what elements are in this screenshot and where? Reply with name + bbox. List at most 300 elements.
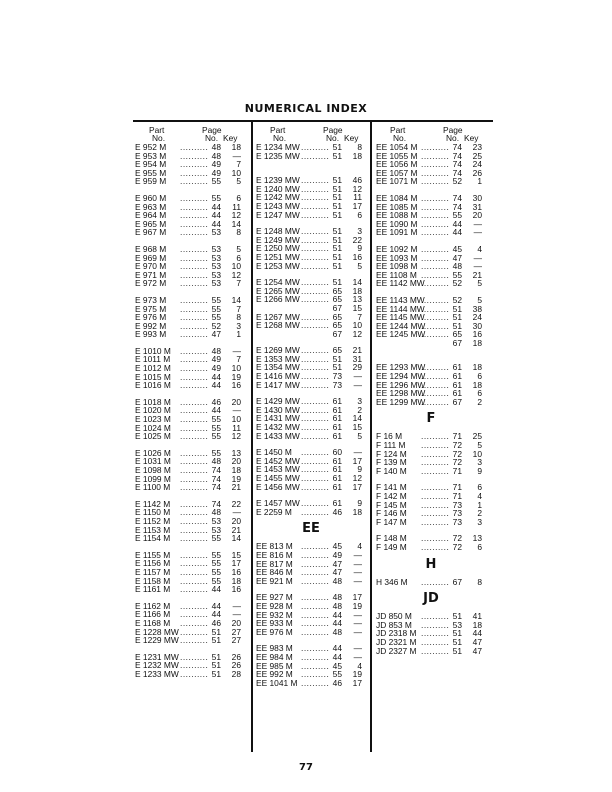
page-number-cell: 53 [211, 252, 221, 263]
key-number-cell: 7 [357, 311, 362, 322]
part-number: EE 928 M [256, 600, 293, 611]
page-number-cell: 46 [211, 617, 221, 628]
leader-dots: .......... [180, 626, 209, 637]
page-number-cell: 55 [211, 431, 221, 442]
page-number-cell: 74 [211, 473, 221, 484]
leader-dots: .......... [180, 533, 209, 544]
page-number-cell: 55 [211, 176, 221, 187]
page-number-cell: 46 [332, 506, 342, 517]
page-number-cell: 55 [211, 414, 221, 425]
key-number-cell: 7 [236, 303, 241, 314]
page-number-cell: 48 [211, 507, 221, 518]
leader-dots: .......... [180, 465, 209, 475]
leader-dots: .......... [301, 549, 330, 560]
key-number-cell: 2 [477, 508, 482, 519]
header-page: Page [443, 125, 463, 135]
page-number-cell: 51 [452, 628, 462, 639]
leader-dots: .......... [180, 312, 209, 323]
page-number-cell: 53 [211, 269, 221, 280]
leader-dots: .......... [301, 541, 330, 552]
key-number-cell: 3 [236, 320, 241, 331]
page-number-cell: 65 [332, 285, 342, 296]
page-number-cell: 55 [211, 192, 221, 203]
key-number-cell: 5 [477, 294, 482, 305]
key-number-cell: 18 [231, 142, 241, 152]
part-number: E 1158 M [135, 575, 171, 586]
page-number-cell: 46 [211, 396, 221, 407]
part-number: EE 927 M [256, 592, 293, 603]
leader-dots: .......... [180, 176, 209, 187]
leader-dots: .......... [301, 277, 330, 288]
leader-dots: .......... [421, 482, 450, 493]
leader-dots: .......... [301, 592, 330, 603]
page-number-cell: 61 [332, 430, 342, 441]
key-number-cell: 38 [472, 303, 482, 314]
part-number: E 1455 MW [256, 473, 300, 483]
page-number-cell: 55 [452, 210, 462, 221]
key-number-cell: 9 [357, 498, 362, 509]
leader-dots: .......... [180, 320, 209, 331]
leader-dots: .......... [301, 353, 330, 364]
part-number: E 2259 M [256, 506, 292, 517]
section-heading: F [426, 411, 436, 427]
leader-dots: .......... [421, 379, 450, 390]
page-number-cell: 48 [211, 456, 221, 467]
leader-dots: .......... [421, 167, 450, 178]
leader-dots: .......... [301, 234, 330, 245]
key-number-cell: — [353, 575, 362, 586]
key-number-cell: 24 [472, 312, 482, 323]
part-number: EE 1145 MW [376, 312, 425, 323]
leader-dots: .......... [180, 345, 209, 356]
part-number: EE 1108 M [376, 269, 417, 280]
key-number-cell: 16 [231, 584, 241, 595]
page-number-cell: 72 [452, 533, 462, 544]
page-number-cell: 48 [332, 575, 342, 586]
part-number: EE 1090 M [376, 218, 418, 229]
page-number-cell: 67 [452, 337, 462, 348]
key-number-cell: 1 [477, 499, 482, 510]
page-number-cell: 67 [332, 302, 342, 313]
key-number-cell: 14 [352, 277, 362, 288]
page-number-cell: 60 [332, 447, 342, 458]
index-row [376, 518, 492, 527]
part-number: E 1233 MW [135, 668, 179, 679]
part-number: E 1228 MW [135, 626, 179, 637]
index-row [135, 432, 251, 441]
index-column-1 [135, 126, 251, 678]
leader-dots: .......... [421, 576, 450, 587]
part-number: EE 1142 MW [376, 278, 425, 289]
key-number-cell: 13 [472, 533, 482, 544]
part-number: E 1156 M [135, 558, 171, 569]
leader-dots: .......... [421, 150, 450, 161]
part-number: EE 1143 MW [376, 294, 425, 305]
row-gap [256, 160, 372, 168]
part-number: EE 1055 M [376, 150, 418, 161]
page-number-cell: 51 [211, 635, 221, 646]
key-number-cell: 8 [357, 142, 362, 152]
key-number-cell: 15 [352, 302, 362, 313]
leader-dots: .......... [421, 227, 450, 238]
page-number-cell: 71 [452, 482, 462, 493]
leader-dots: .......... [301, 311, 330, 322]
page-number-cell: 44 [452, 218, 462, 229]
part-number: JD 853 M [376, 619, 412, 630]
leader-dots: .......... [421, 278, 450, 289]
part-number: E 1239 MW [256, 175, 300, 186]
key-number-cell: 17 [352, 677, 362, 688]
part-number: F 111 M [376, 440, 406, 451]
part-number: JD 2327 M [376, 645, 417, 656]
key-number-cell: 6 [236, 252, 241, 263]
page-number-cell: 61 [332, 404, 342, 415]
leader-dots: .......... [301, 150, 330, 161]
part-number: E 1267 MW [256, 311, 300, 322]
key-number-cell: 16 [352, 251, 362, 262]
page-number-cell: 51 [452, 636, 462, 647]
page-number-cell: 71 [452, 431, 462, 442]
key-number-cell: 3 [477, 457, 482, 468]
leader-dots: .......... [180, 558, 209, 569]
header-page-no: No. [326, 133, 340, 143]
leader-dots: .......... [421, 142, 450, 152]
key-number-cell: 19 [231, 371, 241, 382]
part-number: E 1229 MW [135, 635, 179, 646]
key-number-cell: 4 [357, 541, 362, 552]
key-number-cell: 3 [357, 396, 362, 407]
leader-dots: .......... [180, 431, 209, 442]
index-row [376, 578, 492, 587]
page-number-cell: 55 [211, 447, 221, 458]
page-number-cell: 74 [452, 167, 462, 178]
leader-dots: .......... [301, 285, 330, 296]
part-number: EE 985 M [256, 660, 293, 671]
key-number-cell: 14 [352, 413, 362, 424]
page-number-cell: 55 [211, 549, 221, 560]
part-number: EE 1296 MW [376, 379, 426, 390]
leader-dots: .......... [421, 440, 450, 451]
index-row [135, 330, 251, 339]
page-number-cell: 51 [452, 303, 462, 314]
key-number-cell: 19 [231, 473, 241, 484]
part-number: E 1250 MW [256, 243, 300, 254]
key-number-cell: 8 [477, 576, 482, 587]
page-number-cell: 65 [332, 345, 342, 356]
column-header [376, 126, 492, 143]
part-number: E 1254 MW [256, 277, 300, 288]
leader-dots: .......... [180, 396, 209, 407]
page-number-cell: 52 [452, 294, 462, 305]
key-number-cell: 8 [236, 227, 241, 238]
part-number: EE 1056 M [376, 159, 418, 170]
part-number: EE 1057 M [376, 167, 418, 178]
page-number-cell: 44 [211, 405, 221, 416]
leader-dots: .......... [180, 294, 209, 305]
leader-dots: .......... [421, 491, 450, 501]
part-number: JD 2318 M [376, 628, 417, 639]
key-number-cell: 7 [236, 159, 241, 170]
key-number-cell: — [232, 507, 241, 518]
part-number: E 1416 MW [256, 371, 300, 382]
row-gap [376, 347, 492, 355]
key-number-cell: 16 [231, 566, 241, 577]
key-number-cell: 18 [231, 465, 241, 475]
leader-dots: .......... [421, 508, 450, 519]
key-number-cell: 18 [472, 379, 482, 390]
page-number-cell: 44 [332, 618, 342, 629]
leader-dots: .......... [180, 660, 209, 671]
key-number-cell: 5 [477, 278, 482, 289]
part-number: F 149 M [376, 541, 407, 552]
index-row [256, 508, 372, 517]
part-number: E 952 M [135, 142, 167, 152]
key-number-cell: 18 [472, 362, 482, 373]
part-number: E 1011 M [135, 354, 171, 365]
page-number-cell: 51 [332, 183, 342, 194]
part-number: E 1432 MW [256, 422, 300, 433]
leader-dots: .......... [180, 498, 209, 509]
key-number-cell: 10 [352, 320, 362, 331]
leader-dots: .......... [301, 506, 330, 517]
page-number-cell: 52 [452, 176, 462, 187]
part-number: EE 1293 MW [376, 362, 426, 373]
key-number-cell: 9 [477, 465, 482, 476]
leader-dots: .......... [421, 261, 450, 272]
key-number-cell: 21 [472, 269, 482, 280]
key-number-cell: 28 [231, 668, 241, 679]
key-number-cell: 25 [472, 431, 482, 442]
key-number-cell: 10 [231, 414, 241, 425]
page-number-cell: 61 [452, 379, 462, 390]
leader-dots: .......... [180, 566, 209, 577]
page-number-cell: 51 [452, 645, 462, 656]
page-number-cell: 46 [332, 677, 342, 688]
key-number-cell: 18 [352, 506, 362, 517]
leader-dots: .......... [301, 294, 330, 305]
leader-dots: .......... [180, 635, 209, 646]
key-number-cell: 13 [231, 447, 241, 458]
leader-dots: .......... [301, 200, 330, 211]
part-number: E 973 M [135, 294, 167, 305]
key-number-cell: 2 [477, 396, 482, 407]
index-row [256, 381, 372, 390]
key-number-cell: 5 [357, 260, 362, 271]
part-number: EE 1041 M [256, 677, 298, 688]
part-number: EE 817 M [256, 558, 293, 569]
page-number-cell: 48 [452, 261, 462, 272]
key-number-cell: 10 [231, 167, 241, 178]
key-number-cell: 6 [477, 371, 482, 382]
leader-dots: .......... [421, 371, 450, 382]
page-number-cell: 48 [332, 626, 342, 637]
leader-dots: .......... [180, 354, 209, 365]
key-number-cell: 41 [472, 611, 482, 622]
part-number: EE 1299 MW [376, 396, 426, 407]
section-heading: JD [423, 591, 439, 607]
part-number: E 1231 MW [135, 651, 179, 662]
part-number: E 1161 M [135, 584, 171, 595]
index-row [135, 279, 251, 288]
part-number: E 1155 M [135, 549, 171, 560]
page-number-cell: 61 [332, 464, 342, 475]
leader-dots: .......... [301, 660, 330, 671]
index-column-3 [376, 126, 492, 655]
leader-dots: .......... [180, 210, 209, 221]
header-key: Key [344, 133, 359, 143]
leader-dots: .......... [180, 447, 209, 458]
part-number: EE 1085 M [376, 201, 418, 212]
key-number-cell: 4 [357, 660, 362, 671]
page-number-cell: 51 [332, 226, 342, 237]
header-page-no: No. [446, 133, 460, 143]
part-number: E 1429 MW [256, 396, 300, 407]
key-number-cell: 20 [472, 210, 482, 221]
part-number: EE 816 M [256, 549, 293, 560]
key-number-cell: — [353, 626, 362, 637]
part-number: F 148 M [376, 533, 407, 544]
page-number-cell: 48 [211, 345, 221, 356]
index-row [376, 177, 492, 186]
page-number-cell: 48 [211, 142, 221, 152]
part-number: F 124 M [376, 448, 407, 459]
header-key: Key [223, 133, 238, 143]
page-number-cell: 55 [211, 312, 221, 323]
key-number-cell: 4 [477, 243, 482, 254]
key-number-cell: 19 [352, 600, 362, 611]
page-number-cell: 51 [332, 200, 342, 211]
leader-dots: .......... [421, 201, 450, 212]
key-number-cell: — [353, 549, 362, 560]
part-number: E 1010 M [135, 345, 171, 356]
page-number-cell: 44 [332, 651, 342, 662]
header-page: Page [323, 125, 343, 135]
index-row [256, 152, 372, 161]
key-number-cell: — [353, 379, 362, 390]
key-number-cell: 21 [231, 524, 241, 535]
key-number-cell: 29 [352, 362, 362, 373]
part-number: E 1242 MW [256, 192, 300, 203]
part-number: E 1098 M [135, 465, 171, 475]
part-number: EE 813 M [256, 541, 293, 552]
part-number: E 965 M [135, 218, 167, 229]
key-number-cell: 20 [231, 456, 241, 467]
key-number-cell: 14 [231, 218, 241, 229]
key-number-cell: 17 [352, 481, 362, 492]
header-page-no: No. [205, 133, 219, 143]
key-number-cell: 18 [352, 285, 362, 296]
leader-dots: .......... [421, 210, 450, 221]
page-number-cell: 51 [332, 209, 342, 220]
part-number: E 1417 MW [256, 379, 300, 390]
page-number-cell: 74 [452, 201, 462, 212]
leader-dots: .......... [180, 456, 209, 467]
page-number-cell: 51 [332, 277, 342, 288]
key-number-cell: — [232, 609, 241, 620]
index-row [256, 483, 372, 492]
part-number: E 1142 M [135, 498, 171, 509]
part-number: E 964 M [135, 210, 167, 221]
key-number-cell: 12 [352, 183, 362, 194]
key-number-cell: 18 [472, 337, 482, 348]
part-number: E 1168 M [135, 617, 171, 628]
page-number-cell: 73 [452, 508, 462, 519]
key-number-cell: 31 [472, 201, 482, 212]
key-number-cell: 30 [472, 192, 482, 203]
page-number-cell: 49 [211, 363, 221, 374]
key-number-cell: 6 [477, 482, 482, 493]
leader-dots: .......... [180, 584, 209, 595]
part-number: E 953 M [135, 150, 167, 161]
page-number-cell: 44 [211, 210, 221, 221]
page-title: NUMERICAL INDEX [244, 102, 368, 115]
page-number-cell: 61 [332, 481, 342, 492]
index-row [135, 177, 251, 186]
leader-dots: .......... [180, 269, 209, 280]
leader-dots: .......... [421, 269, 450, 280]
leader-dots: .......... [421, 396, 450, 407]
page-number-cell: 45 [332, 660, 342, 671]
page-number-cell: 55 [211, 294, 221, 305]
leader-dots: .......... [301, 677, 330, 688]
page-number-cell: 74 [211, 482, 221, 493]
key-number-cell: 3 [477, 516, 482, 527]
key-number-cell: 23 [472, 142, 482, 152]
key-number-cell: — [353, 558, 362, 569]
page-number-cell: 61 [332, 455, 342, 466]
page-number-cell: 53 [211, 261, 221, 272]
key-number-cell: 30 [472, 320, 482, 331]
part-number: E 1430 MW [256, 404, 300, 415]
part-number: E 1248 MW [256, 226, 300, 237]
index-row [135, 483, 251, 492]
index-row [376, 339, 492, 348]
leader-dots: .......... [180, 482, 209, 493]
leader-dots: .......... [180, 473, 209, 484]
key-number-cell: 47 [472, 636, 482, 647]
key-number-cell: 10 [231, 261, 241, 272]
leader-dots: .......... [180, 524, 209, 535]
page-number-cell: 65 [332, 311, 342, 322]
index-row [135, 670, 251, 679]
page-number-cell: 47 [332, 558, 342, 569]
header-part: Part [149, 125, 165, 135]
key-number-cell: 4 [477, 491, 482, 501]
key-number-cell: 7 [236, 354, 241, 365]
key-number-cell: — [353, 371, 362, 382]
page-number-cell: 61 [332, 498, 342, 509]
page-number: 77 [299, 762, 313, 773]
key-number-cell: — [232, 345, 241, 356]
key-number-cell: — [473, 261, 482, 272]
part-number: E 1457 MW [256, 498, 300, 509]
part-number: E 1450 M [256, 447, 292, 458]
key-number-cell: — [353, 618, 362, 629]
leader-dots: .......... [180, 363, 209, 374]
page-number-cell: 48 [211, 150, 221, 161]
part-number: E 1016 M [135, 380, 171, 391]
key-number-cell: 1 [236, 329, 241, 340]
part-number: E 1020 M [135, 405, 171, 416]
page-number-cell: 67 [452, 396, 462, 407]
leader-dots: .......... [421, 516, 450, 527]
key-number-cell: 19 [352, 669, 362, 680]
part-number: EE 1093 M [376, 252, 418, 263]
part-number: E 1166 M [135, 609, 171, 620]
page-number-cell: 71 [452, 491, 462, 501]
part-number: EE 846 M [256, 567, 293, 578]
page-number-cell: 67 [332, 328, 342, 339]
